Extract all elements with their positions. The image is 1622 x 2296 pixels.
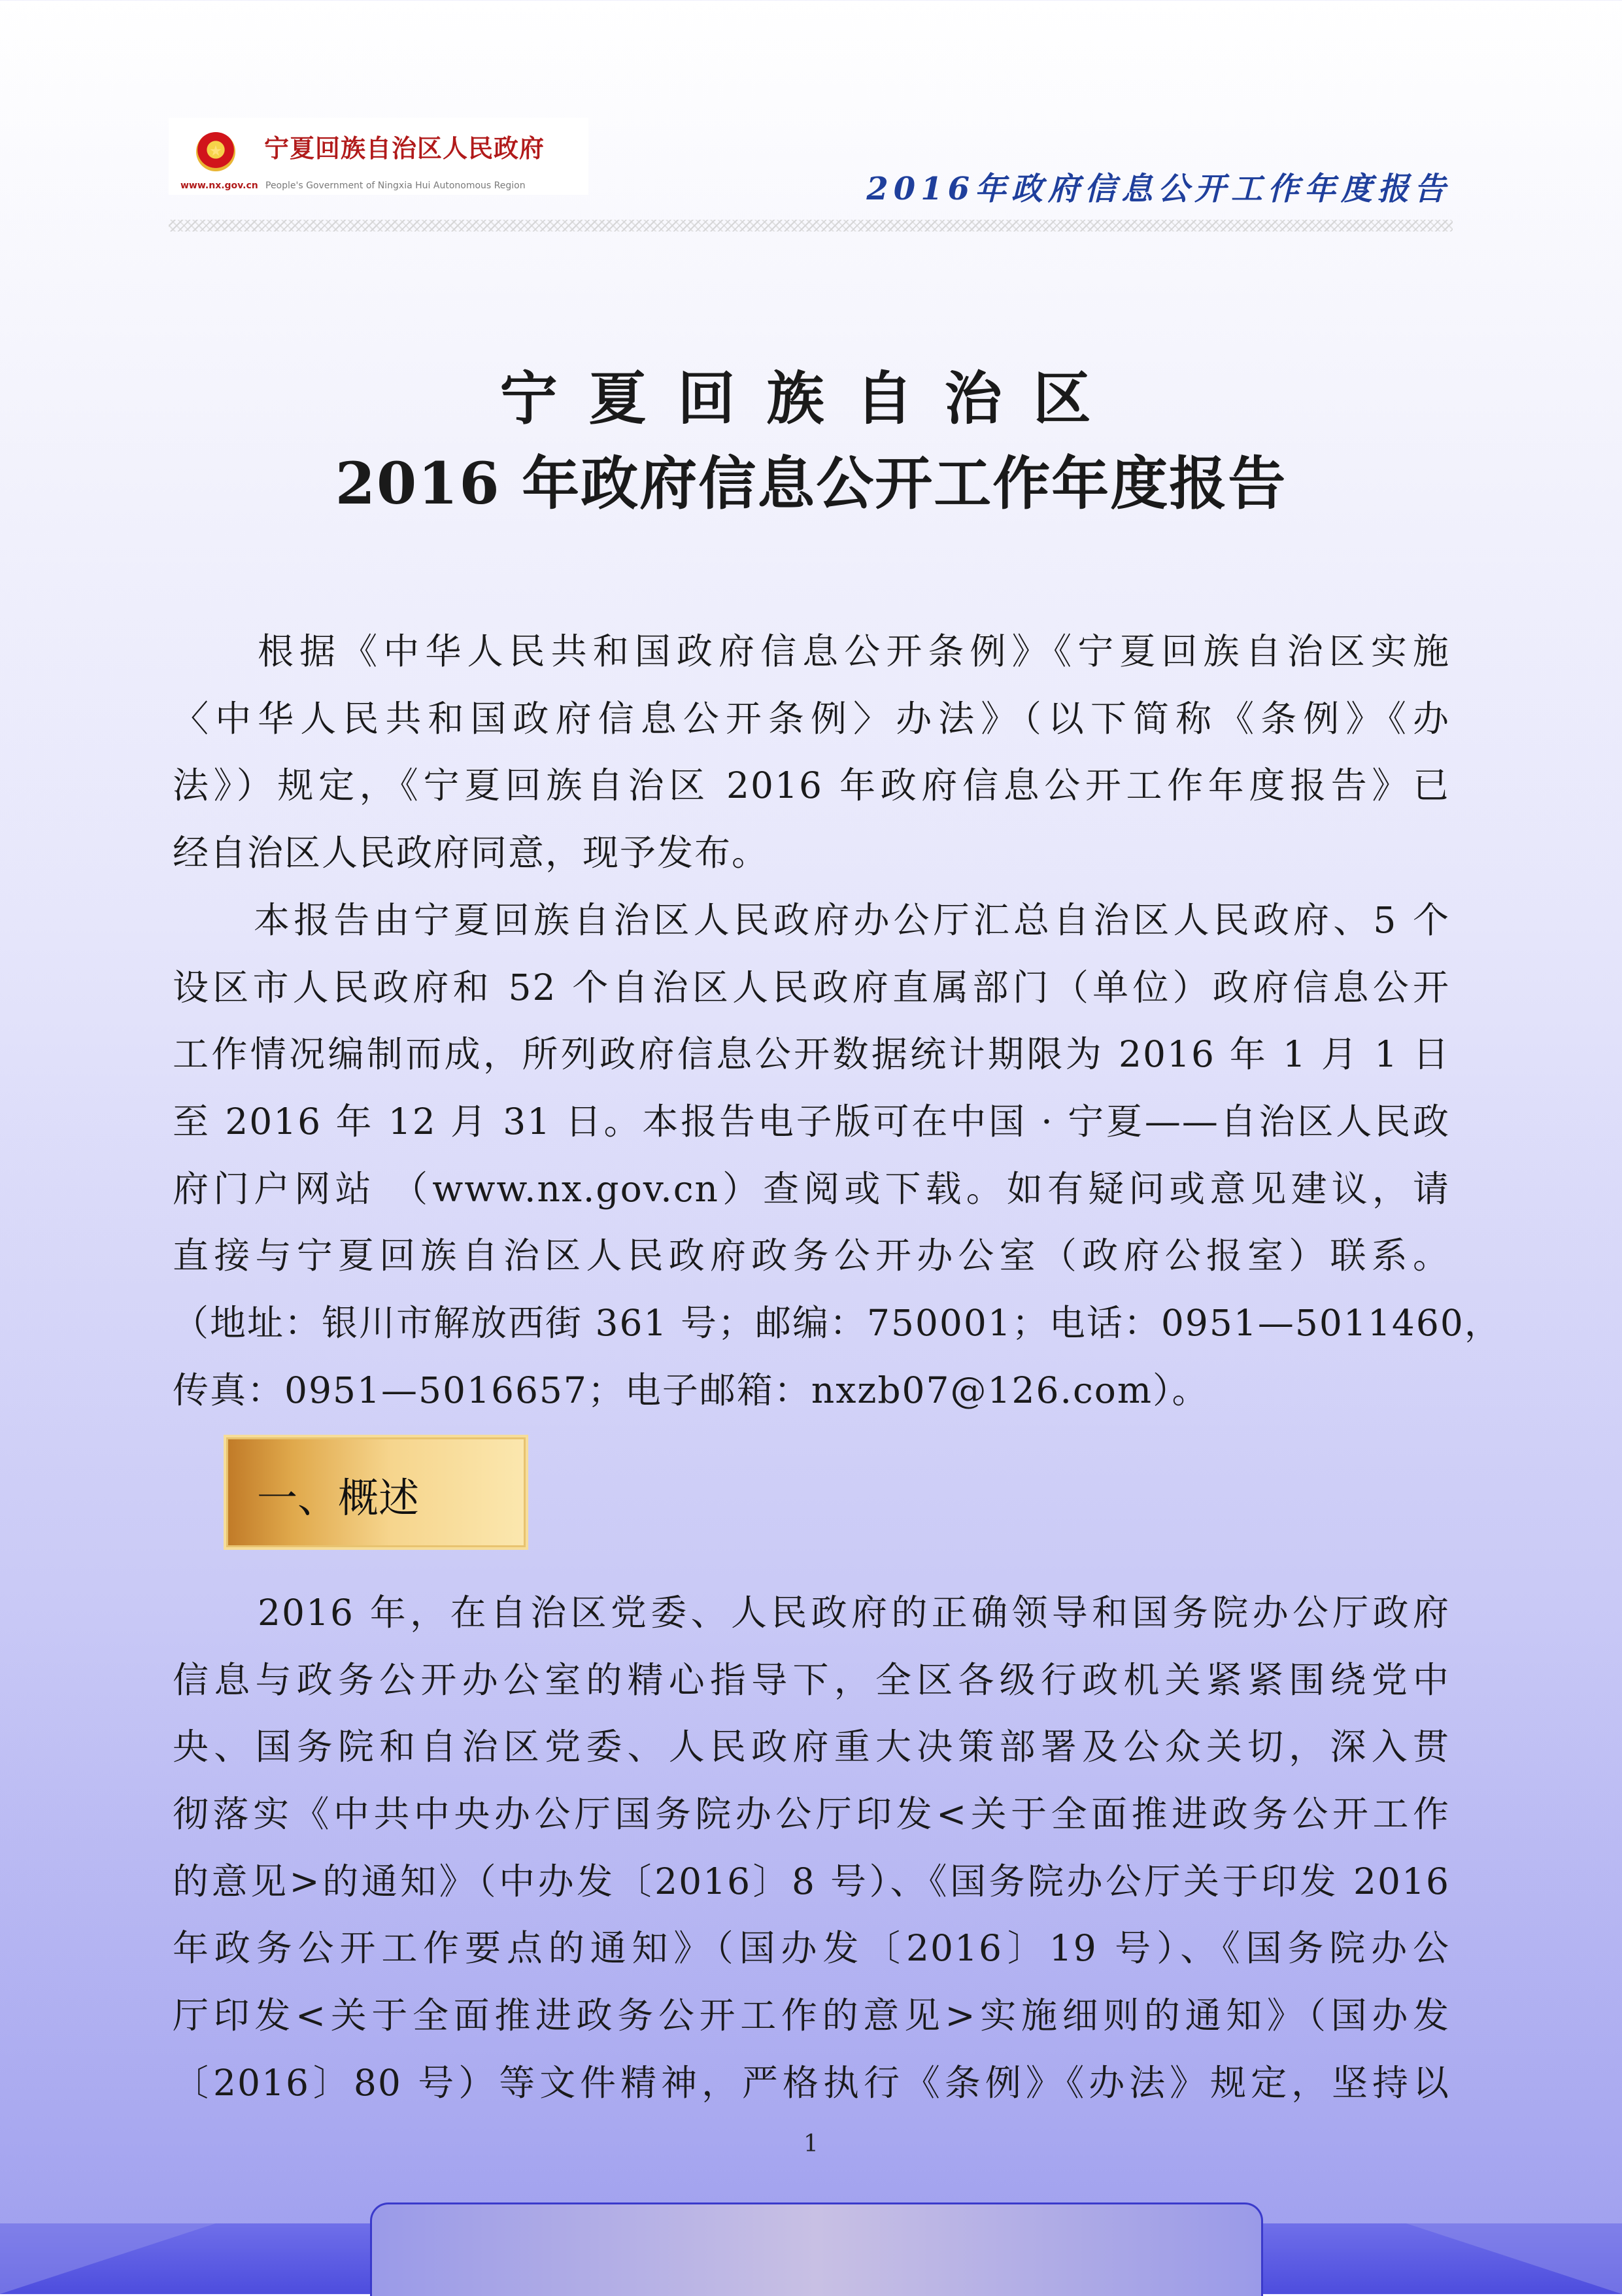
document-title-line2: 2016 年政府信息公开工作年度报告 <box>335 449 1287 517</box>
paragraph-line: （地址：银川市解放西街 361 号；邮编：750001；电话：0951—5011460， <box>173 1302 1502 1344</box>
paragraph-line: 本报告由宁夏回族自治区人民政府办公厅汇总自治区人民政府、5 个 <box>254 899 1450 941</box>
logo <box>169 118 588 195</box>
national-emblem-icon: ★ <box>196 132 235 171</box>
logo-url: www.nx.gov.cn <box>180 180 258 191</box>
paragraph-line: 厅印发<关于全面推进政务公开工作的意见>实施细则的通知》（国办发 <box>173 1995 1450 2036</box>
paragraph-line: 府门户网站 （www.nx.gov.cn）查阅或下载。如有疑问或意见建议，请 <box>173 1168 1450 1210</box>
logo-title: 宁夏回族自治区人民政府 <box>264 134 545 163</box>
header-report-title: 2016年政府信息公开工作年度报告 <box>866 171 1451 207</box>
paragraph-line: 〔2016〕80 号）等文件精神，严格执行《条例》《办法》规定，坚持以 <box>173 2062 1450 2104</box>
footer-decoration-left <box>0 2223 216 2294</box>
page-number: 1 <box>803 2131 819 2157</box>
section-heading-label: 一、概述 <box>257 1474 420 1522</box>
paragraph-line: 根据《中华人民共和国政府信息公开条例》《宁夏回族自治区实施 <box>258 630 1450 672</box>
paragraph-line: 直接与宁夏回族自治区人民政府政务公开办公室（政府公报室）联系。 <box>173 1235 1450 1277</box>
paragraph-line: 信息与政务公开办公室的精心指导下，全区各级行政机关紧紧围绕党中 <box>173 1659 1450 1701</box>
logo-english-name: People's Government of Ningxia Hui Autonomous Region <box>265 180 526 191</box>
paragraph-line: 彻落实《中共中央办公厅国务院办公厅印发<关于全面推进政务公开工作 <box>173 1793 1450 1835</box>
section-heading-overview <box>226 1437 526 1547</box>
paragraph-line: 央、国务院和自治区党委、人民政府重大决策部署及公众关切，深入贯 <box>173 1726 1450 1768</box>
document-title-line1: 宁夏回族自治区 <box>499 364 1123 432</box>
header-divider <box>169 220 1453 231</box>
paragraph-line: 2016 年，在自治区党委、人民政府的正确领导和国务院办公厅政府 <box>258 1592 1450 1634</box>
paragraph-line: 年政务公开工作要点的通知》（国办发〔2016〕19 号）、《国务院办公 <box>173 1927 1450 1969</box>
paragraph-line: 法》）规定，《宁夏回族自治区 2016 年政府信息公开工作年度报告》已 <box>173 764 1450 806</box>
paragraph-line: 传真：0951—5016657；电子邮箱：nxzb07@126.com）。 <box>173 1369 1209 1411</box>
paragraph-line: 至 2016 年 12 月 31 日。本报告电子版可在中国 · 宁夏——自治区人民政 <box>173 1101 1450 1142</box>
footer-decoration-right <box>1406 2223 1622 2294</box>
paragraph-line: 的意见>的通知》（中办发〔2016〕8 号）、《国务院办公厅关于印发 2016 <box>173 1860 1450 1902</box>
paragraph-line: 设区市人民政府和 52 个自治区人民政府直属部门（单位）政府信息公开 <box>173 967 1450 1008</box>
paragraph-line: 经自治区人民政府同意，现予发布。 <box>173 832 769 874</box>
paragraph-line: 工作情况编制而成，所列政府信息公开数据统计期限为 2016 年 1 月 1 日 <box>173 1033 1450 1075</box>
paragraph-line: 〈中华人民共和国政府信息公开条例〉办法》（以下简称《条例》《办 <box>173 698 1450 740</box>
footer-tab <box>370 2202 1263 2296</box>
